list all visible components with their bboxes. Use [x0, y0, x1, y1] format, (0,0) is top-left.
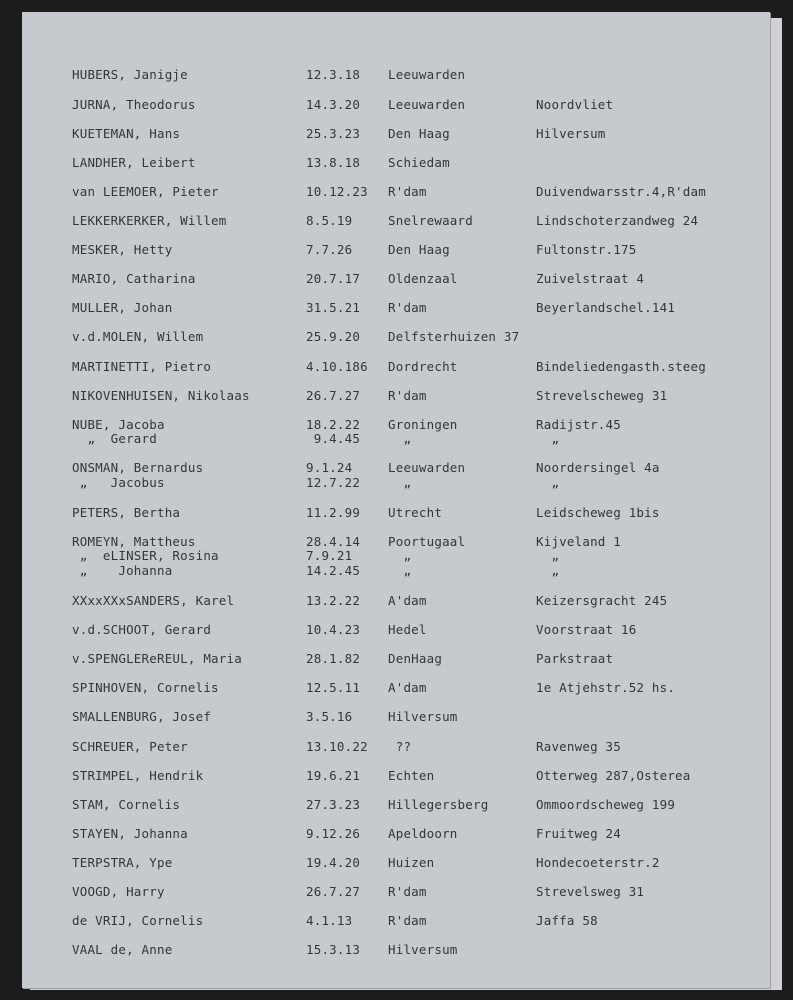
birth-date: 9.12.26 — [306, 826, 361, 841]
birth-date: 4.10.186 — [306, 359, 368, 374]
birth-place: Hilversum — [388, 709, 458, 724]
address: Noordersingel 4a — [536, 460, 660, 475]
address: Duivendwarsstr.4,R'dam — [536, 184, 706, 199]
person-name: ONSMAN, Bernardus — [72, 460, 204, 475]
birth-place: Poortugaal — [388, 534, 466, 549]
person-name: TERPSTRA, Ype — [72, 855, 173, 870]
address: 1e Atjehstr.52 hs. — [536, 680, 676, 695]
person-name: STRIMPEL, Hendrik — [72, 768, 204, 783]
birth-date: 12.5.11 — [306, 680, 361, 695]
birth-date: 19.6.21 — [306, 768, 361, 783]
birth-place: ?? — [388, 739, 412, 754]
person-name: MULLER, Johan — [72, 300, 173, 315]
address: Jaffa 58 — [536, 913, 598, 928]
birth-place: Hilversum — [388, 942, 458, 957]
person-name: ROMEYN, Mattheus — [72, 534, 196, 549]
birth-place: Schiedam — [388, 155, 450, 170]
birth-place: Leeuwarden — [388, 460, 466, 475]
birth-date: 26.7.27 — [306, 388, 361, 403]
person-name: XXxxXXxSANDERS, Karel — [72, 593, 235, 608]
birth-date: 18.2.22 — [306, 417, 361, 432]
address: „ — [536, 563, 560, 578]
person-name: de VRIJ, Cornelis — [72, 913, 204, 928]
person-name: MARIO, Catharina — [72, 271, 196, 286]
birth-place: Den Haag — [388, 242, 450, 257]
address: Zuivelstraat 4 — [536, 271, 645, 286]
address: Noordvliet — [536, 97, 614, 112]
birth-date: 19.4.20 — [306, 855, 361, 870]
birth-place: R'dam — [388, 300, 427, 315]
person-name: v.SPENGLEReREUL, Maria — [72, 651, 242, 666]
person-name: KUETEMAN, Hans — [72, 126, 181, 141]
birth-date: 13.2.22 — [306, 593, 361, 608]
birth-place: Utrecht — [388, 505, 443, 520]
address: Leidscheweg 1bis — [536, 505, 660, 520]
record-list — [22, 12, 770, 988]
birth-date: 12.3.18 — [306, 67, 361, 82]
birth-place: R'dam — [388, 884, 427, 899]
birth-date: 15.3.13 — [306, 942, 361, 957]
person-name: LEKKERKERKER, Willem — [72, 213, 227, 228]
birth-date: 3.5.16 — [306, 709, 353, 724]
person-name: VAAL de, Anne — [72, 942, 173, 957]
person-name: SPINHOVEN, Cornelis — [72, 680, 219, 695]
person-name: NIKOVENHUISEN, Nikolaas — [72, 388, 250, 403]
birth-place: DenHaag — [388, 651, 443, 666]
typed-document — [22, 12, 770, 988]
birth-date: 25.3.23 — [306, 126, 361, 141]
birth-place: „ — [388, 563, 412, 578]
birth-date: 4.1.13 — [306, 913, 353, 928]
address: „ — [536, 475, 560, 490]
birth-date: 8.5.19 — [306, 213, 353, 228]
address: Otterweg 287,Osterea — [536, 768, 691, 783]
address: „ — [536, 431, 560, 446]
address: Radijstr.45 — [536, 417, 621, 432]
person-name: JURNA, Theodorus — [72, 97, 196, 112]
birth-date: 26.7.27 — [306, 884, 361, 899]
person-name: HUBERS, Janigje — [72, 67, 188, 82]
person-name: v.d.MOLEN, Willem — [72, 329, 204, 344]
birth-date: 11.2.99 — [306, 505, 361, 520]
address: Strevelsweg 31 — [536, 884, 645, 899]
birth-date: 28.1.82 — [306, 651, 361, 666]
address: Ravenweg 35 — [536, 739, 621, 754]
birth-date: 9.1.24 — [306, 460, 353, 475]
person-name: STAYEN, Johanna — [72, 826, 188, 841]
birth-date: 28.4.14 — [306, 534, 361, 549]
person-name: „ eLINSER, Rosina — [72, 548, 219, 563]
birth-date: 14.2.45 — [306, 563, 361, 578]
birth-place: „ — [388, 475, 412, 490]
birth-date: 25.9.20 — [306, 329, 361, 344]
birth-place: Hillegersberg — [388, 797, 489, 812]
address: Lindschoterzandweg 24 — [536, 213, 699, 228]
birth-date: 10.12.23 — [306, 184, 368, 199]
address: Fruitweg 24 — [536, 826, 621, 841]
birth-date: 31.5.21 — [306, 300, 361, 315]
birth-place: Den Haag — [388, 126, 450, 141]
birth-place: A'dam — [388, 593, 427, 608]
address: Keizersgracht 245 — [536, 593, 668, 608]
person-name: STAM, Cornelis — [72, 797, 181, 812]
address: Kijveland 1 — [536, 534, 621, 549]
birth-place: „ — [388, 548, 412, 563]
birth-place: Apeldoorn — [388, 826, 458, 841]
address: Voorstraat 16 — [536, 622, 637, 637]
person-name: „ Gerard — [72, 431, 157, 446]
person-name: VOOGD, Harry — [72, 884, 165, 899]
birth-date: 13.10.22 — [306, 739, 368, 754]
address: „ — [536, 548, 560, 563]
birth-date: 20.7.17 — [306, 271, 361, 286]
person-name: NUBE, Jacoba — [72, 417, 165, 432]
birth-place: „ — [388, 431, 412, 446]
birth-place: R'dam — [388, 388, 427, 403]
birth-place: Leeuwarden — [388, 97, 466, 112]
birth-date: 9.4.45 — [306, 431, 361, 446]
address: Fultonstr.175 — [536, 242, 637, 257]
person-name: MESKER, Hetty — [72, 242, 173, 257]
address: Hilversum — [536, 126, 606, 141]
person-name: LANDHER, Leibert — [72, 155, 196, 170]
birth-date: 7.7.26 — [306, 242, 353, 257]
person-name: SCHREUER, Peter — [72, 739, 188, 754]
birth-date: 10.4.23 — [306, 622, 361, 637]
birth-place: Huizen — [388, 855, 435, 870]
birth-date: 12.7.22 — [306, 475, 361, 490]
birth-place: Leeuwarden — [388, 67, 466, 82]
birth-place: Echten — [388, 768, 435, 783]
person-name: MARTINETTI, Pietro — [72, 359, 212, 374]
birth-place: Delfsterhuizen 37 — [388, 329, 520, 344]
person-name: SMALLENBURG, Josef — [72, 709, 212, 724]
birth-date: 13.8.18 — [306, 155, 361, 170]
birth-place: Groningen — [388, 417, 458, 432]
birth-place: R'dam — [388, 913, 427, 928]
person-name: van LEEMOER, Pieter — [72, 184, 219, 199]
birth-date: 27.3.23 — [306, 797, 361, 812]
birth-place: Snelrewaard — [388, 213, 473, 228]
address: Ommoordscheweg 199 — [536, 797, 676, 812]
birth-place: Hedel — [388, 622, 427, 637]
address: Beyerlandschel.141 — [536, 300, 676, 315]
address: Hondecoeterstr.2 — [536, 855, 660, 870]
birth-place: Oldenzaal — [388, 271, 458, 286]
address: Bindeliedengasth.steeg — [536, 359, 706, 374]
birth-date: 14.3.20 — [306, 97, 361, 112]
address: Strevelscheweg 31 — [536, 388, 668, 403]
person-name: v.d.SCHOOT, Gerard — [72, 622, 212, 637]
birth-place: A'dam — [388, 680, 427, 695]
person-name: PETERS, Bertha — [72, 505, 181, 520]
birth-place: R'dam — [388, 184, 427, 199]
address: Parkstraat — [536, 651, 614, 666]
person-name: „ Johanna — [72, 563, 173, 578]
person-name: „ Jacobus — [72, 475, 165, 490]
birth-place: Dordrecht — [388, 359, 458, 374]
birth-date: 7.9.21 — [306, 548, 353, 563]
